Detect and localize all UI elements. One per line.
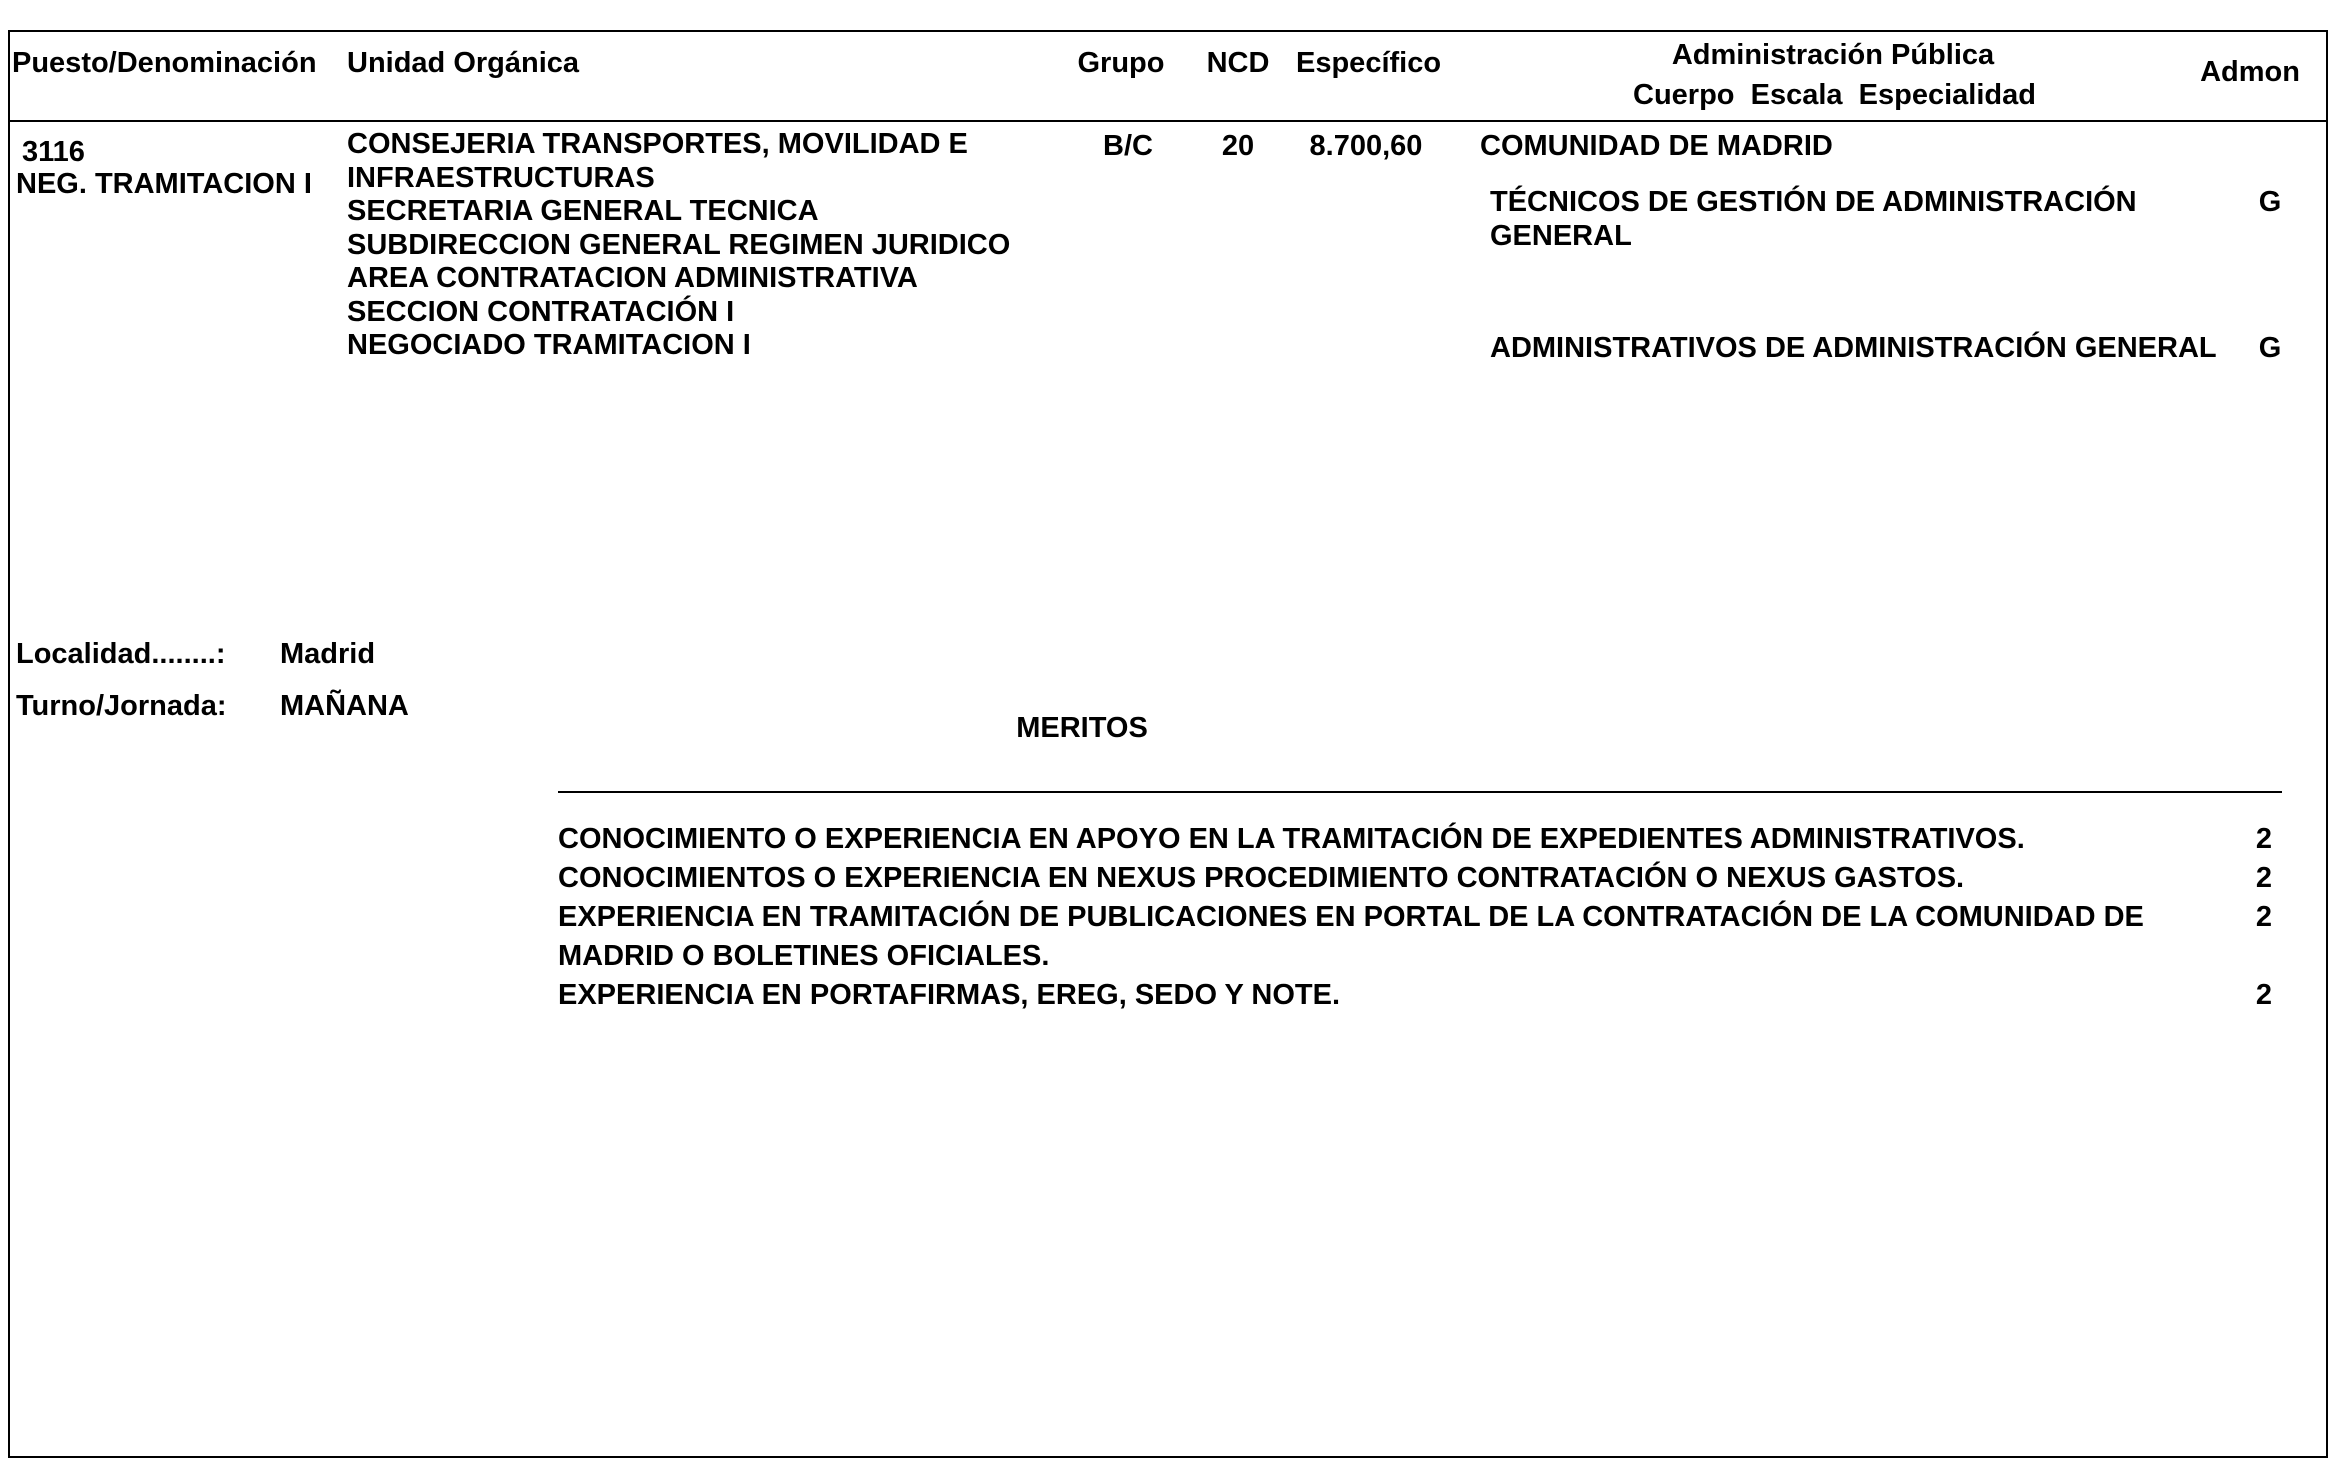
puesto-codigo: 3116 (22, 136, 85, 168)
merit-text: CONOCIMIENTO O EXPERIENCIA EN APOYO EN LA TRAMITACIÓN DE EXPEDIENTES ADMINISTRATIVOS. (558, 823, 2025, 855)
header-puesto-denominacion: Puesto/Denominación (12, 47, 317, 79)
unidad-organica-line: CONSEJERIA TRANSPORTES, MOVILIDAD E INFRAESTRUCTURAS (347, 128, 968, 194)
merit-row (558, 976, 2272, 1015)
merit-row (558, 859, 2272, 898)
merit-row (558, 898, 2272, 976)
unidad-organica-line: SECRETARIA GENERAL TECNICA (347, 195, 819, 227)
header-admon: Admon (2200, 56, 2300, 88)
turno-jornada-value: MAÑANA (280, 690, 409, 722)
unidad-organica-line: NEGOCIADO TRAMITACION I (347, 329, 751, 361)
header-unidad-organica: Unidad Orgánica (347, 47, 580, 79)
merit-text: EXPERIENCIA EN TRAMITACIÓN DE PUBLICACIONES EN PORTAL DE LA CONTRATACIÓN DE LA COMUNIDAD DE MADRID O BOLETINES OFICIALES. (558, 901, 2144, 972)
meritos-list (558, 820, 2272, 1015)
meritos-title: MERITOS (1016, 712, 1148, 744)
localidad-label: Localidad........: (16, 638, 226, 670)
cuerpo-admon: G (2258, 332, 2282, 364)
grupo-value: B/C (1103, 130, 1153, 162)
header-cuerpo-escala-especialidad: Cuerpo Escala Especialidad (1633, 79, 2036, 111)
header-ncd: NCD (1206, 47, 1270, 79)
merit-value: 2 (2255, 979, 2272, 1011)
cuerpo-nombre: ADMINISTRATIVOS DE ADMINISTRACIÓN GENERAL (1490, 332, 2217, 364)
header-administracion-publica (1633, 35, 2036, 115)
ncd-value: 20 (1221, 130, 1255, 162)
merit-value: 2 (2255, 862, 2272, 894)
merit-text: CONOCIMIENTOS O EXPERIENCIA EN NEXUS PROCEDIMIENTO CONTRATACIÓN O NEXUS GASTOS. (558, 862, 1965, 894)
header-divider-line (10, 120, 2326, 122)
merit-row (558, 820, 2272, 859)
unidad-organica-block (347, 128, 1117, 363)
meritos-rule-line (558, 791, 2282, 793)
header-grupo: Grupo (1077, 47, 1165, 79)
header-administracion-publica-line1: Administración Pública (1671, 39, 1995, 71)
merit-value: 2 (2255, 901, 2272, 933)
cuerpo-admon: G (2258, 186, 2282, 218)
unidad-organica-line: AREA CONTRATACION ADMINISTRATIVA (347, 262, 918, 294)
merit-text: EXPERIENCIA EN PORTAFIRMAS, EREG, SEDO Y NOTE. (558, 979, 1341, 1011)
especifico-value: 8.700,60 (1309, 130, 1423, 162)
turno-jornada-label: Turno/Jornada: (16, 690, 227, 722)
localidad-value: Madrid (280, 638, 376, 670)
puesto-denominacion: NEG. TRAMITACION I (16, 168, 312, 200)
header-especifico: Específico (1296, 47, 1442, 79)
unidad-organica-line: SUBDIRECCION GENERAL REGIMEN JURIDICO (347, 228, 1011, 261)
merit-value: 2 (2255, 823, 2272, 855)
cuerpo-nombre: TÉCNICOS DE GESTIÓN DE ADMINISTRACIÓN GENERAL (1490, 186, 2137, 252)
unidad-organica-line: SECCION CONTRATACIÓN I (347, 295, 735, 328)
administracion-publica-value: COMUNIDAD DE MADRID (1480, 130, 1833, 162)
